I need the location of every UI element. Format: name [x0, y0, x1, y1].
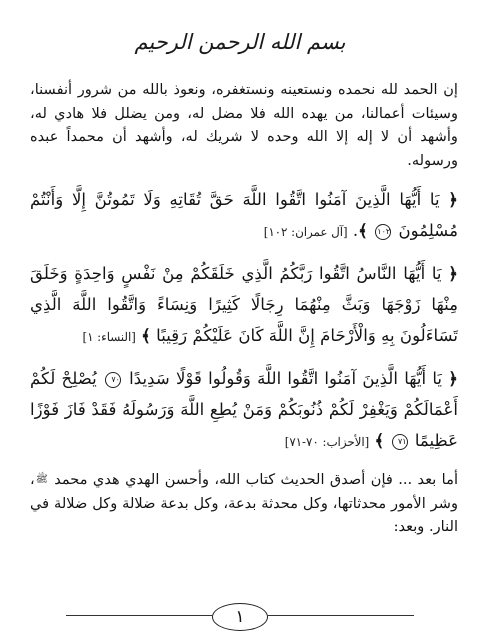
basmala-heading: بسم الله الرحمن الرحيم — [134, 30, 346, 54]
verse-text: يَا أَيُّهَا الَّذِينَ آمَنُوا اتَّقُوا اللَّهَ حَقَّ تُقَاتِهِ وَلَا تَمُوتُنَّ إِلَّا وَأَنْتُمْ مُسْلِمُونَ — [30, 190, 458, 240]
salawat-glyph: ﷺ — [35, 474, 48, 485]
intro-paragraph: إن الحمد لله نحمده ونستعينه ونستغفره، ونعوذ بالله من شرور أنفسنا، وسيئات أعمالنا، من يهده الله فلا مضل له، ومن يضلل فلا هادي له، وأشهد أن لا إله إلا الله وحده لا شريك له، وأشهد أن محمداً عبده ورسوله. — [30, 81, 458, 169]
verse-block — [30, 258, 458, 353]
quran-bracket-close: ﴾ — [358, 220, 368, 240]
ayah-number-mark: ٧١ — [392, 434, 408, 450]
verse-text: يُصْلِحْ لَكُمْ أَعْمَالَكُمْ وَيَغْفِرْ لَكُمْ ذُنُوبَكُمْ وَمَنْ يُطِعِ اللَّهَ وَرَسُولَهُ فَقَدْ فَازَ فَوْزًا عَظِيمًا — [30, 369, 458, 450]
footer-rule-right — [268, 615, 414, 616]
closing-text: أما بعد ... فإن أصدق الحديث كتاب الله، وأحسن الهدي هدي محمد — [54, 471, 459, 488]
page-footer — [0, 603, 480, 637]
verse-text: يَا أَيُّهَا الَّذِينَ آمَنُوا اتَّقُوا اللَّهَ وَقُولُوا قَوْلًا سَدِيدًا — [129, 369, 443, 388]
quran-bracket-open: ﴿ — [448, 189, 458, 209]
ayah-number-mark: ١٠٢ — [375, 224, 391, 240]
verse-reference: [الأحزاب: ٧٠-٧١] — [284, 435, 370, 449]
closing-text: ، وشر الأمور محدثاتها، وكل محدثة بدعة، وكل بدعة ضلالة وكل ضلالة في النار. وبعد: — [30, 471, 458, 535]
quran-bracket-close: ﴾ — [374, 430, 385, 450]
quran-bracket-open: ﴿ — [448, 368, 458, 388]
verse-block: ﴿ يَا أَيُّهَا الَّذِينَ آمَنُوا اتَّقُوا اللَّهَ حَقَّ تُقَاتِهِ وَلَا تَمُوتُنَّ إِلَّا وَأَنْتُمْ مُسْلِمُونَ ١٠٢ ﴾. [آل عمران: ١٠٢] — [30, 189, 458, 240]
quran-bracket-close: ﴾ — [141, 325, 151, 345]
ayah-number-mark: ٧٠ — [105, 372, 121, 388]
verse-block — [30, 363, 458, 458]
closing-paragraph — [30, 468, 458, 539]
footer-rule-left — [66, 615, 212, 616]
page-number: ١ — [212, 603, 268, 631]
page-body — [30, 78, 458, 551]
verse-reference: [آل عمران: ١٠٢] — [263, 225, 348, 239]
verse-reference: [النساء: ١] — [82, 330, 136, 344]
verse-text: يَا أَيُّهَا النَّاسُ اتَّقُوا رَبَّكُمُ الَّذِي خَلَقَكُمْ مِنْ نَفْسٍ وَاحِدَةٍ وَخَلَقَ مِنْهَا زَوْجَهَا وَبَثَّ مِنْهُمَا رِجَالًا كَثِيرًا وَنِسَاءً وَاتَّقُوا اللَّهَ الَّذِي تَسَاءَلُونَ بِهِ وَالْأَرْحَامَ إِنَّ اللَّهَ كَانَ عَلَيْكُمْ رَقِيبًا — [30, 264, 458, 345]
quran-bracket-open: ﴿ — [448, 263, 458, 283]
